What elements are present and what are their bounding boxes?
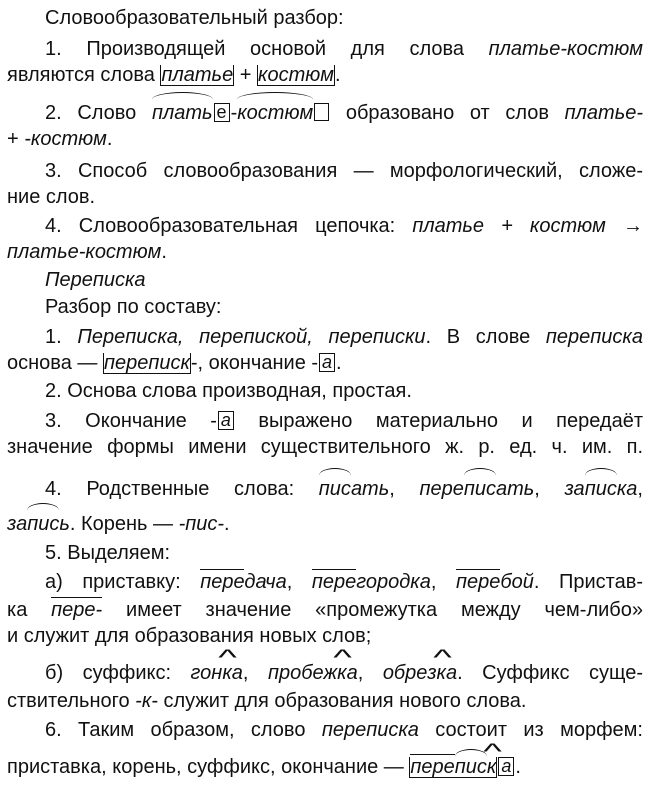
text-line: приставка, корень, суффикс, окончание — перепис^ к а . [7,754,643,780]
section-heading: Разбор по составу: [45,296,222,318]
text-line: платье-костюм. [7,241,167,263]
text-line: ние слов. [7,186,96,208]
text-line: 1. Производящей основой для слова платье-костюм [45,38,643,60]
text-line: ствительного -к- служит для образования нового слова. [7,690,527,712]
text-line: 1. Переписка, перепиской, переписки. В слове переписка [45,326,643,348]
text-line: запись. Корень — -пис-. [7,513,230,535]
section-heading: Словообразовательный разбор: [45,7,344,29]
text-line: основа — переписк-, окончание - а . [7,352,342,374]
text-line: + -костюм. [7,128,113,150]
text-line: б) суффикс: гон^ ка, пробеж^ ка, обрез^ ка. Суффикс суще- [45,660,643,686]
section-heading: 5. Выделяем: [45,542,171,564]
text-line: 4. Словообразовательная цепочка: платье + костюм → [45,215,643,237]
text-line: и служит для образования новых слов; [7,625,372,647]
text-line: 4. Родственные слова: писать, переписать, записка, [45,478,643,500]
text-line: 2. Основа слова производная, простая. [45,380,412,402]
text-line: значение формы имени существительного ж. р. ед. ч. им. п. [7,436,643,458]
empty-ending-box [314,103,329,121]
text-line: 2. Слово плать е -костюм образовано от слов платье- [45,102,643,124]
text-line: 3. Способ словообразования — морфологический, сложе- [45,160,643,182]
text-line: являются слова платье + костюм. [7,64,341,86]
word-heading: Переписка [45,269,146,291]
text-line: 6. Таким образом, слово переписка состоит из морфем: [45,719,643,741]
text-line: а) приставку: передача, перегородка, перебой. Пристав- [45,571,643,593]
text-line: ка пере- имеет значение «промежутка между чем-либо» [7,599,643,621]
text-line: 3. Окончание - а выражено материально и передаёт [45,410,643,432]
